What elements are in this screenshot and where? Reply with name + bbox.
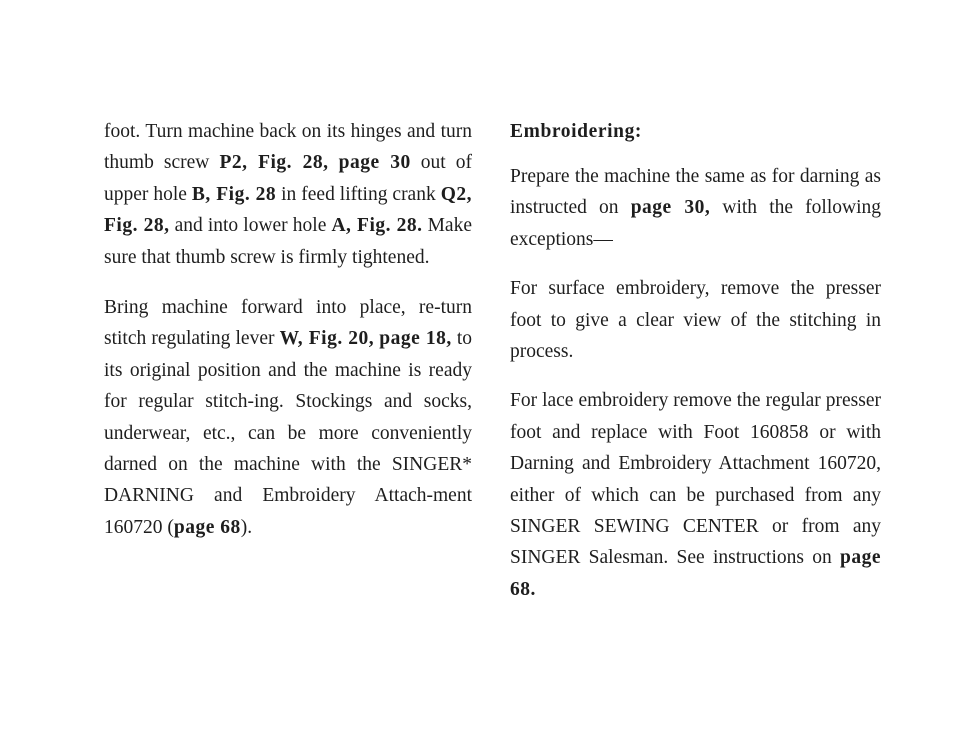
bold-reference: P2, Fig. 28, (219, 152, 329, 174)
right-paragraph-3: For lace embroidery remove the regular presser foot and replace with Foot 160858 or with Darning and Embroidery Attachment 160720, either of which can be purchased from any SINGER SEWING CENTER or from any SINGER Salesman. See instructions on page 68. (510, 390, 881, 600)
bold-reference: page 68. (510, 547, 881, 600)
section-heading: Embroidering: (510, 121, 643, 142)
bold-reference: page 18, (379, 328, 452, 350)
right-paragraph-2: For surface embroidery, remove the presser foot to give a clear view of the stitching in process. (510, 278, 881, 363)
left-paragraph-1: foot. Turn machine back on its hinges and turn thumb screw P2, Fig. 28, page 30 out of upper hole B, Fig. 28 in feed lifting crank Q2, Fig. 28, and into lower hole A, Fig. 28. Make sure that thumb screw is firmly tightened. (104, 121, 473, 268)
right-column (510, 116, 881, 605)
left-column (104, 116, 472, 543)
bold-reference: A, Fig. 28. (331, 215, 423, 237)
left-paragraph-2: Bring machine forward into place, re-turn stitch regulating lever W, Fig. 20, page 18, to its original position and the machine is ready for regular stitch-ing. Stockings and socks, underwear, etc., can be more conveniently darned on the machine with the SINGER* DARNING and Embroidery Attach-ment 160720 (page 68). (104, 297, 472, 538)
bold-reference: page 68 (173, 516, 241, 538)
bold-reference: Q2, Fig. 28, (104, 183, 472, 237)
bold-reference: page 30, (630, 197, 711, 219)
right-paragraph-1: Prepare the machine the same as for darning as instructed on page 30, with the following exceptions— (510, 166, 881, 250)
bold-reference: W, Fig. 20, (279, 328, 375, 350)
bold-reference: B, Fig. 28 (191, 183, 277, 205)
bold-reference: page 30 (338, 152, 411, 174)
